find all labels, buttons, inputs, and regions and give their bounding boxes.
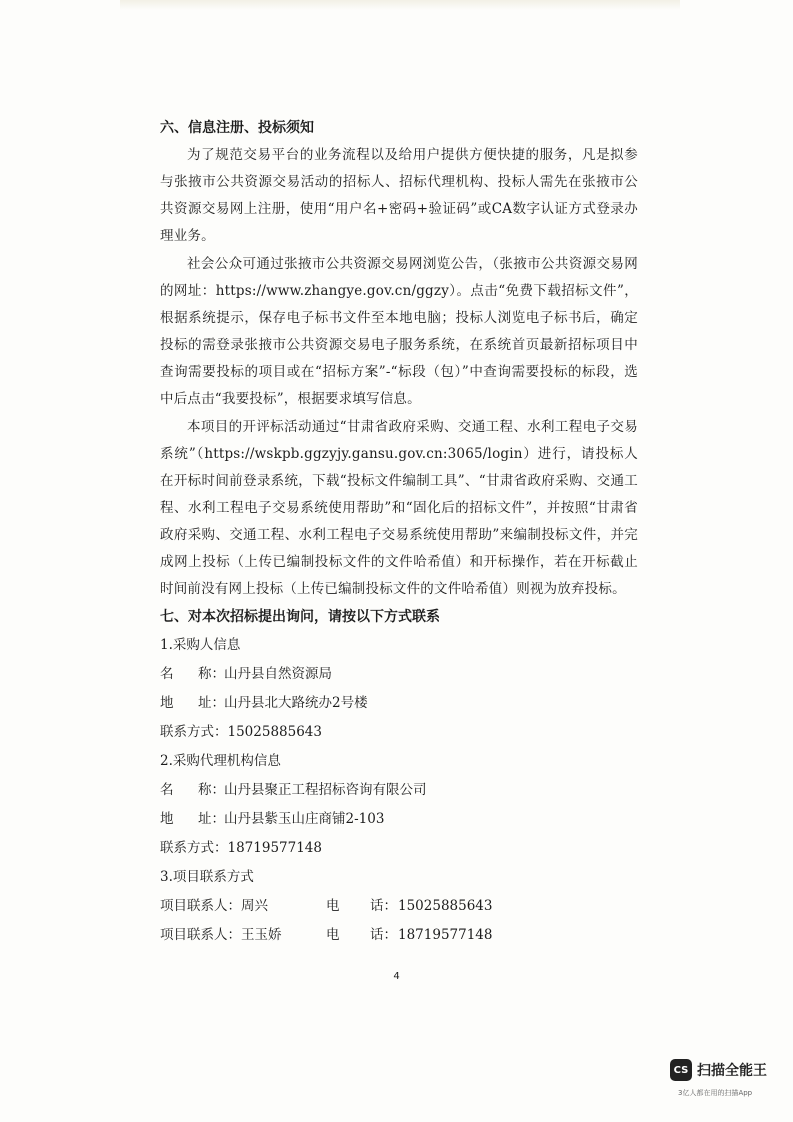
section-6-paragraph-1: 为了规范交易平台的业务流程以及给用户提供方便快捷的服务，凡是拟参与张掖市公共资源交易活动的招标人、招标代理机构、投标人需先在张掖市公共资源交易网上注册，使用“用户名+密码+验证码”或CA数字认证方式登录办理业务。	[160, 147, 638, 244]
purchaser-address-label: 地 址：	[160, 695, 225, 711]
section-6-paragraph-2: 社会公众可通过张掖市公共资源交易网浏览公告，（张掖市公共资源交易网的网址：https://www.zhangye.gov.cn/ggzy）。点击“免费下载招标文件”，根据系统提示，保存电子标书文件至本地电脑；投标人浏览电子标书后，确定投标的需登录张掖市公共资源交易电子服务系统，在系统首页最新招标项目中查询需要投标的项目或在“招标方案”-“标段（包）”中查询需要投标的标段，选中后点击“我要投标”，根据要求填写信息。	[160, 256, 638, 407]
agency-address-line	[160, 805, 638, 834]
purchaser-address: 山丹县北大路统办2号楼	[224, 695, 368, 711]
purchaser-phone: 15025885643	[227, 724, 322, 740]
scan-edge-shadow	[120, 0, 680, 10]
purchaser-title: 1.采购人信息	[160, 637, 241, 653]
project-contact-person: 项目联系人：王玉娇	[160, 927, 282, 943]
project-contact-row	[160, 921, 638, 950]
page-number: 4	[393, 971, 400, 982]
camscanner-logo-icon: CS	[670, 1059, 692, 1081]
purchaser-address-line	[160, 689, 638, 718]
section-6-heading: 六、信息注册、投标须知	[160, 120, 314, 136]
agency-phone: 18719577148	[227, 840, 322, 856]
purchaser-phone-label: 联系方式：	[160, 724, 228, 740]
purchaser-phone-line	[160, 718, 638, 747]
project-contact-title: 3.项目联系方式	[160, 869, 254, 885]
purchaser-name: 山丹县自然资源局	[224, 666, 332, 682]
agency-name-label: 名 称：	[160, 782, 225, 798]
project-contact-tel: 15025885643	[398, 898, 493, 914]
agency-address-label: 地 址：	[160, 811, 225, 827]
agency-name: 山丹县聚正工程招标咨询有限公司	[224, 782, 427, 798]
camscanner-watermark	[670, 1059, 780, 1107]
section-7-heading: 七、对本次招标提出询问，请按以下方式联系	[160, 609, 440, 625]
project-contact-tel: 18719577148	[398, 927, 493, 943]
purchaser-name-label: 名 称：	[160, 666, 225, 682]
agency-address: 山丹县紫玉山庄商铺2-103	[224, 811, 385, 827]
agency-phone-line	[160, 834, 638, 863]
section-6-paragraph-3: 本项目的开评标活动通过“甘肃省政府采购、交通工程、水利工程电子交易系统”（https://wskpb.ggzyjy.gansu.gov.cn:3065/login）进行，请投标人在开标时间前登录系统，下载“投标文件编制工具”、“甘肃省政府采购、交通工程、水利工程电子交易系统使用帮助”和“固化后的招标文件”，并按照“甘肃省政府采购、交通工程、水利工程电子交易系统使用帮助”来编制投标文件，并完成网上投标（上传已编制投标文件的文件哈希值）和开标操作，若在开标截止时间前没有网上投标（上传已编制投标文件的文件哈希值）则视为放弃投标。	[160, 419, 638, 597]
project-contact-row	[160, 892, 638, 921]
agency-phone-label: 联系方式：	[160, 840, 228, 856]
watermark-tagline: 3亿人都在用的扫描App	[678, 1089, 753, 1097]
purchaser-name-line	[160, 660, 638, 689]
document-body	[160, 118, 638, 950]
agency-name-line	[160, 776, 638, 805]
agency-title: 2.采购代理机构信息	[160, 753, 281, 769]
project-contact-tel-label: 电 话：	[326, 898, 397, 914]
project-contact-tel-label: 电 话：	[326, 927, 397, 943]
watermark-app-name: 扫描全能王	[697, 1063, 767, 1079]
project-contact-person: 项目联系人：周兴	[160, 898, 268, 914]
